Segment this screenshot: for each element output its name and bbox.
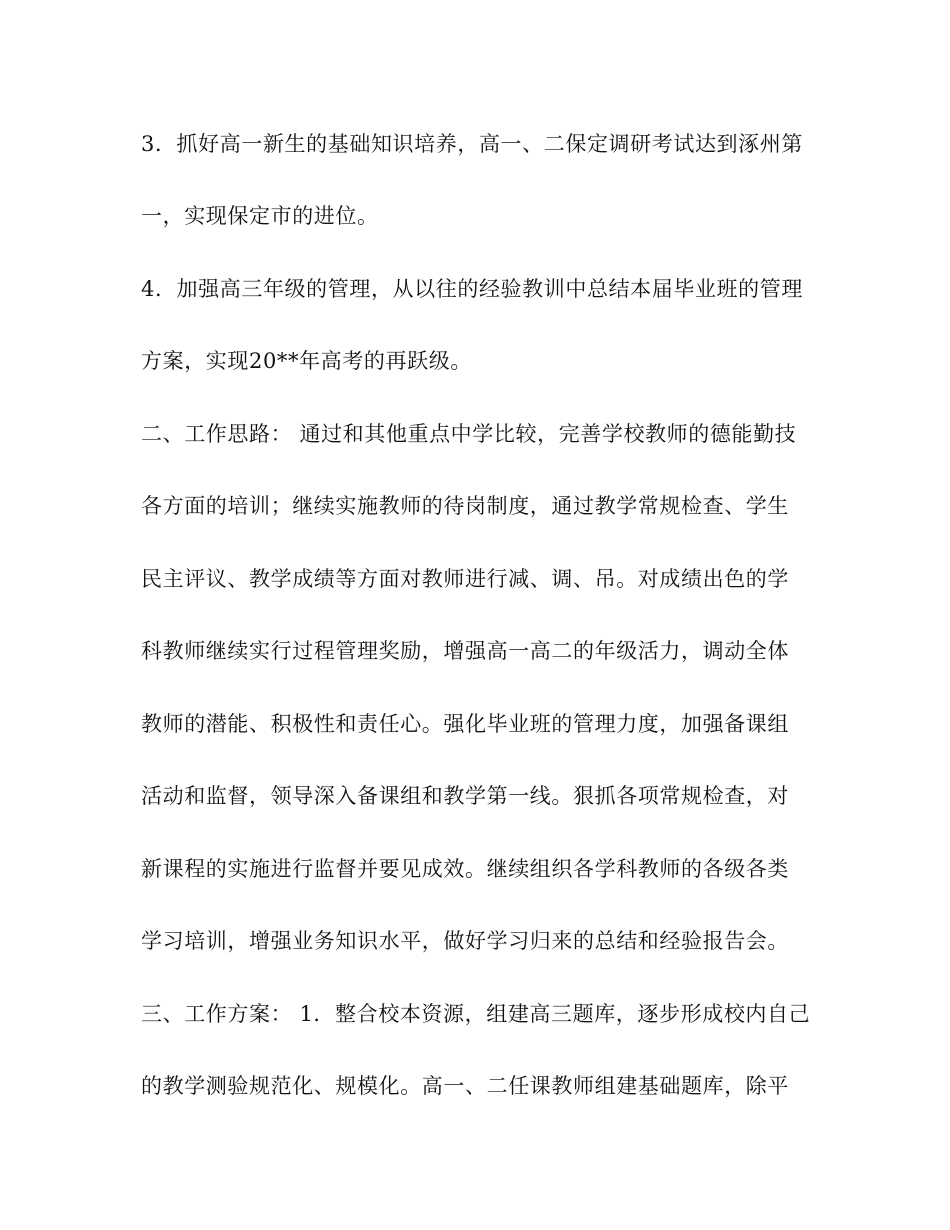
text-line: 活动和监督，领导深入备课组和教学第一线。狠抓各项常规检查，对 [141, 784, 789, 808]
text-line: 教师的潜能、积极性和责任心。强化毕业班的管理力度，加强备课组 [141, 712, 789, 736]
text-line: 的教学测验规范化、规模化。高一、二任课教师组建基础题库，除平 [141, 1074, 789, 1098]
text-line: 民主评议、教学成绩等方面对教师进行减、调、吊。对成绩出色的学 [141, 567, 789, 591]
text-line: 科教师继续实行过程管理奖励，增强高一高二的年级活力，调动全体 [141, 639, 789, 663]
text-line: 三、工作方案： 1．整合校本资源，组建高三题库，逐步形成校内自己 [141, 1002, 811, 1026]
text-line: 4．加强高三年级的管理，从以往的经验教训中总结本届毕业班的管理 [141, 277, 803, 301]
text-line: 3．抓好高一新生的基础知识培养，高一、二保定调研考试达到涿州第 [141, 132, 803, 156]
text-line: 学习培训，增强业务知识水平，做好学习归来的总结和经验报告会。 [141, 929, 789, 953]
text-line: 二、工作思路： 通过和其他重点中学比较，完善学校教师的德能勤技 [141, 422, 797, 446]
text-line: 新课程的实施进行监督并要见成效。继续组织各学科教师的各级各类 [141, 857, 789, 881]
text-line: 方案，实现20**年高考的再跃级。 [141, 349, 472, 373]
text-line: 各方面的培训；继续实施教师的待岗制度，通过教学常规检查、学生 [141, 494, 789, 518]
text-line: 一，实现保定市的进位。 [141, 204, 379, 228]
